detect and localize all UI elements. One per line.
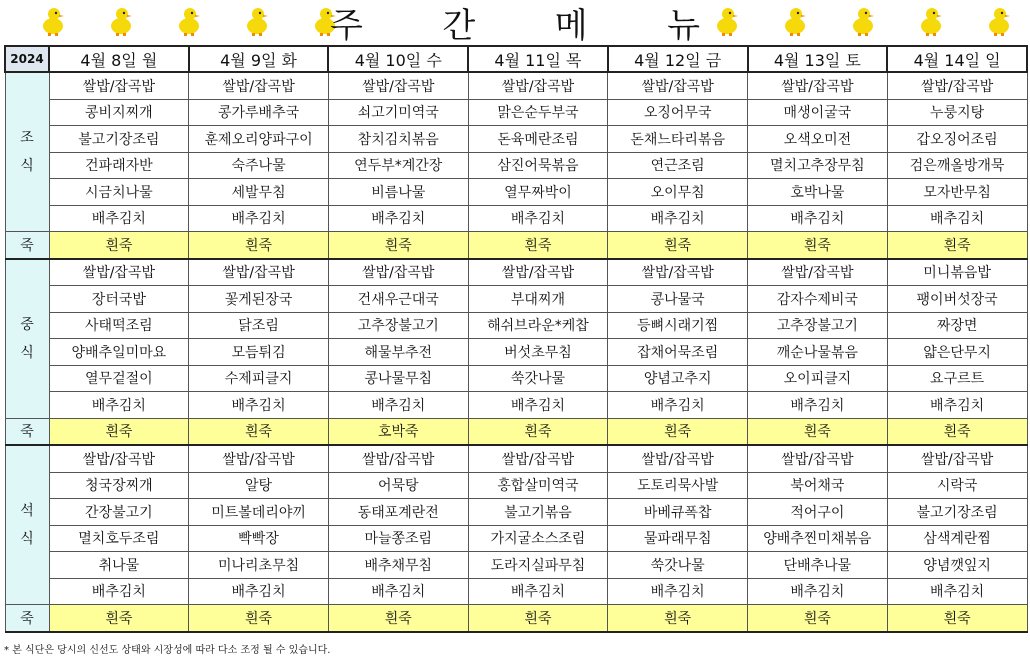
menu-item: 배추김치 [328, 392, 468, 419]
menu-item: 배추김치 [887, 392, 1027, 419]
menu-row [5, 99, 1027, 126]
menu-item: 쑥갓나물 [608, 552, 748, 579]
day-header: 4월 12일 금 [608, 46, 748, 72]
menu-row [5, 365, 1027, 392]
duck-icon [108, 4, 138, 38]
menu-row [5, 179, 1027, 206]
day-header: 4월 14일 일 [887, 46, 1027, 72]
menu-item: 배추김치 [748, 578, 888, 605]
menu-item: 쌀밥/잡곡밥 [748, 445, 888, 472]
menu-item: 불고기볶음 [468, 499, 608, 526]
juk-item: 흰죽 [748, 605, 888, 632]
menu-item: 쌀밥/잡곡밥 [328, 259, 468, 286]
menu-item: 배추김치 [49, 205, 189, 232]
menu-item: 불고기장조림 [49, 126, 189, 153]
menu-item: 해쉬브라운*케찹 [468, 312, 608, 339]
day-header: 4월 8일 월 [49, 46, 189, 72]
meal-label [5, 445, 49, 605]
menu-item: 쌀밥/잡곡밥 [608, 72, 748, 99]
menu-item: 요구르트 [887, 365, 1027, 392]
menu-item: 배추김치 [887, 578, 1027, 605]
menu-item: 쌀밥/잡곡밥 [468, 72, 608, 99]
menu-item: 콩나물국 [608, 286, 748, 313]
menu-item: 배추김치 [328, 578, 468, 605]
day-header: 4월 9일 화 [189, 46, 329, 72]
menu-item: 멸치호두조림 [49, 525, 189, 552]
menu-item: 열무겉절이 [49, 365, 189, 392]
duck-icon [244, 4, 274, 38]
menu-item: 깨순나물볶음 [748, 339, 888, 366]
menu-item: 간장불고기 [49, 499, 189, 526]
menu-item: 호박나물 [748, 179, 888, 206]
juk-item: 흰죽 [608, 232, 748, 259]
menu-row [5, 499, 1027, 526]
year-cell: 2024 [5, 46, 49, 72]
menu-item: 미트볼데리야끼 [189, 499, 329, 526]
menu-row [5, 259, 1027, 286]
menu-item: 미니볶음밥 [887, 259, 1027, 286]
juk-item: 흰죽 [608, 418, 748, 445]
juk-item: 흰죽 [887, 418, 1027, 445]
juk-item: 흰죽 [748, 418, 888, 445]
menu-item: 오징어무국 [608, 99, 748, 126]
menu-row [5, 525, 1027, 552]
menu-item: 쌀밥/잡곡밥 [748, 72, 888, 99]
title-char: 뉴 [667, 5, 700, 46]
menu-item: 쌀밥/잡곡밥 [189, 445, 329, 472]
duck-icon [714, 4, 744, 38]
menu-row [5, 312, 1027, 339]
weekly-menu-table [4, 45, 1028, 633]
menu-item: 쌀밥/잡곡밥 [49, 72, 189, 99]
menu-body [5, 72, 1027, 632]
menu-item: 삼진어묵볶음 [468, 152, 608, 179]
menu-item: 팽이버섯장국 [887, 286, 1027, 313]
menu-item: 쌀밥/잡곡밥 [328, 445, 468, 472]
meal-label-char: 석 [20, 503, 34, 519]
menu-item: 모자반무침 [887, 179, 1027, 206]
duck-icon [918, 4, 948, 38]
menu-item: 청국장찌개 [49, 472, 189, 499]
menu-item: 돈육메란조림 [468, 126, 608, 153]
menu-item: 쌀밥/잡곡밥 [608, 259, 748, 286]
menu-item: 북어채국 [748, 472, 888, 499]
menu-item: 시금치나물 [49, 179, 189, 206]
menu-item: 배추김치 [468, 578, 608, 605]
menu-item: 쌀밥/잡곡밥 [887, 72, 1027, 99]
menu-item: 쌀밥/잡곡밥 [748, 259, 888, 286]
menu-item: 연근조림 [608, 152, 748, 179]
menu-row [5, 126, 1027, 153]
menu-item: 배추김치 [608, 392, 748, 419]
menu-item: 취나물 [49, 552, 189, 579]
menu-item: 꽃게된장국 [189, 286, 329, 313]
menu-item: 수제피클지 [189, 365, 329, 392]
juk-row [5, 418, 1027, 445]
menu-item: 참치김치볶음 [328, 126, 468, 153]
menu-item: 돈채느타리볶음 [608, 126, 748, 153]
menu-item: 쌀밥/잡곡밥 [49, 445, 189, 472]
menu-item: 닭조림 [189, 312, 329, 339]
menu-item: 연두부*계간장 [328, 152, 468, 179]
duck-icon [782, 4, 812, 38]
title-char: 간 [442, 5, 476, 46]
menu-item: 오이피클지 [748, 365, 888, 392]
menu-item: 짜장면 [887, 312, 1027, 339]
menu-item: 삼색계란찜 [887, 525, 1027, 552]
menu-item: 알탕 [189, 472, 329, 499]
menu-item: 단배추나물 [748, 552, 888, 579]
menu-item: 배추김치 [189, 392, 329, 419]
title-char: 메 [554, 5, 588, 46]
menu-item: 고추장불고기 [328, 312, 468, 339]
menu-item: 양배추일미마요 [49, 339, 189, 366]
menu-item: 배추김치 [608, 578, 748, 605]
menu-item: 배추김치 [608, 205, 748, 232]
menu-item: 부대찌개 [468, 286, 608, 313]
menu-item: 쑥갓나물 [468, 365, 608, 392]
juk-item: 흰죽 [49, 605, 189, 632]
menu-item: 배추김치 [748, 205, 888, 232]
menu-item: 어묵탕 [328, 472, 468, 499]
title-char: 주 [330, 5, 363, 46]
menu-item: 동태포계란전 [328, 499, 468, 526]
juk-row [5, 605, 1027, 632]
menu-row [5, 286, 1027, 313]
menu-row [5, 578, 1027, 605]
menu-item: 비름나물 [328, 179, 468, 206]
menu-item: 모듬튀김 [189, 339, 329, 366]
meal-label-char: 조 [20, 130, 34, 146]
menu-row [5, 152, 1027, 179]
juk-item: 흰죽 [468, 418, 608, 445]
menu-item: 검은깨올방개묵 [887, 152, 1027, 179]
duck-icon [40, 4, 70, 38]
menu-item: 쌀밥/잡곡밥 [189, 259, 329, 286]
menu-item: 마늘쫑조림 [328, 525, 468, 552]
menu-item: 도라지실파무침 [468, 552, 608, 579]
menu-item: 쌀밥/잡곡밥 [189, 72, 329, 99]
menu-item: 건새우근대국 [328, 286, 468, 313]
menu-item: 열무짜박이 [468, 179, 608, 206]
menu-item: 버섯초무침 [468, 339, 608, 366]
menu-item: 오이무침 [608, 179, 748, 206]
menu-item: 양념고추지 [608, 365, 748, 392]
juk-item: 흰죽 [49, 232, 189, 259]
menu-item: 해물부추전 [328, 339, 468, 366]
duck-icon [986, 4, 1016, 38]
menu-item: 멸치고추장무침 [748, 152, 888, 179]
menu-item: 양배추찐미채볶음 [748, 525, 888, 552]
juk-row [5, 232, 1027, 259]
menu-item: 바베큐폭찹 [608, 499, 748, 526]
menu-item: 배추김치 [468, 392, 608, 419]
meal-label [5, 259, 49, 419]
juk-item: 흰죽 [328, 232, 468, 259]
day-header: 4월 10일 수 [328, 46, 468, 72]
menu-item: 사태떡조림 [49, 312, 189, 339]
meal-label-char: 식 [20, 344, 34, 361]
menu-item: 장터국밥 [49, 286, 189, 313]
meal-label-char: 식 [20, 531, 34, 547]
menu-row [5, 339, 1027, 366]
menu-item: 등뼈시래기찜 [608, 312, 748, 339]
day-header: 4월 13일 토 [748, 46, 888, 72]
menu-item: 도토리묵사발 [608, 472, 748, 499]
meal-label-char: 식 [20, 158, 34, 174]
menu-item: 쌀밥/잡곡밥 [328, 72, 468, 99]
meal-label [5, 72, 49, 232]
juk-item: 흰죽 [748, 232, 888, 259]
duck-icon [850, 4, 880, 38]
menu-item: 배추김치 [468, 205, 608, 232]
menu-row [5, 205, 1027, 232]
menu-item: 배추김치 [49, 578, 189, 605]
menu-item: 홍합살미역국 [468, 472, 608, 499]
menu-item: 맑은순두부국 [468, 99, 608, 126]
menu-item: 배추김치 [189, 578, 329, 605]
menu-item: 쇠고기미역국 [328, 99, 468, 126]
menu-item: 훈제오리양파구이 [189, 126, 329, 153]
menu-item: 불고기장조림 [887, 499, 1027, 526]
menu-row [5, 445, 1027, 472]
menu-item: 건파래자반 [49, 152, 189, 179]
menu-item: 양념깻잎지 [887, 552, 1027, 579]
menu-item: 쌀밥/잡곡밥 [887, 445, 1027, 472]
menu-item: 감자수제비국 [748, 286, 888, 313]
juk-item: 호박죽 [328, 418, 468, 445]
menu-item: 세발무침 [189, 179, 329, 206]
menu-item: 누룽지탕 [887, 99, 1027, 126]
menu-row [5, 472, 1027, 499]
menu-item: 배추김치 [748, 392, 888, 419]
juk-item: 흰죽 [189, 232, 329, 259]
menu-item: 숙주나물 [189, 152, 329, 179]
meal-label-char: 중 [20, 316, 34, 333]
menu-item: 빡빡장 [189, 525, 329, 552]
menu-item: 배추김치 [887, 205, 1027, 232]
menu-item: 고추장불고기 [748, 312, 888, 339]
menu-item: 배추채무침 [328, 552, 468, 579]
menu-item: 갑오징어조림 [887, 126, 1027, 153]
menu-item: 콩비지찌개 [49, 99, 189, 126]
menu-item: 오색오미전 [748, 126, 888, 153]
menu-item: 가지굴소스조림 [468, 525, 608, 552]
menu-item: 쌀밥/잡곡밥 [49, 259, 189, 286]
juk-item: 흰죽 [608, 605, 748, 632]
menu-item: 적어구이 [748, 499, 888, 526]
juk-item: 흰죽 [468, 232, 608, 259]
page-header [0, 0, 1030, 44]
juk-item: 흰죽 [328, 605, 468, 632]
menu-item: 물파래무침 [608, 525, 748, 552]
page-title [330, 2, 700, 46]
juk-label: 죽 [5, 418, 49, 445]
juk-item: 흰죽 [189, 418, 329, 445]
menu-item: 매생이굴국 [748, 99, 888, 126]
juk-item: 흰죽 [887, 605, 1027, 632]
menu-item: 배추김치 [328, 205, 468, 232]
juk-item: 흰죽 [49, 418, 189, 445]
menu-item: 얇은단무지 [887, 339, 1027, 366]
juk-item: 흰죽 [887, 232, 1027, 259]
menu-item: 쌀밥/잡곡밥 [468, 259, 608, 286]
juk-item: 흰죽 [468, 605, 608, 632]
juk-item: 흰죽 [189, 605, 329, 632]
menu-item: 배추김치 [49, 392, 189, 419]
juk-label: 죽 [5, 232, 49, 259]
menu-item: 콩나물무침 [328, 365, 468, 392]
menu-row [5, 552, 1027, 579]
menu-item: 시락국 [887, 472, 1027, 499]
day-header-row [5, 46, 1027, 72]
footnote: * 본 식단은 당시의 신선도 상태와 시장성에 따라 다소 조정 될 수 있습니다. [4, 645, 331, 656]
menu-item: 쌀밥/잡곡밥 [468, 445, 608, 472]
menu-item: 미나리초무침 [189, 552, 329, 579]
menu-item: 잡채어묵조림 [608, 339, 748, 366]
menu-item: 배추김치 [189, 205, 329, 232]
juk-label: 죽 [5, 605, 49, 632]
menu-item: 쌀밥/잡곡밥 [608, 445, 748, 472]
menu-item: 콩가루배추국 [189, 99, 329, 126]
menu-row [5, 72, 1027, 99]
duck-icon [176, 4, 206, 38]
menu-row [5, 392, 1027, 419]
day-header: 4월 11일 목 [468, 46, 608, 72]
